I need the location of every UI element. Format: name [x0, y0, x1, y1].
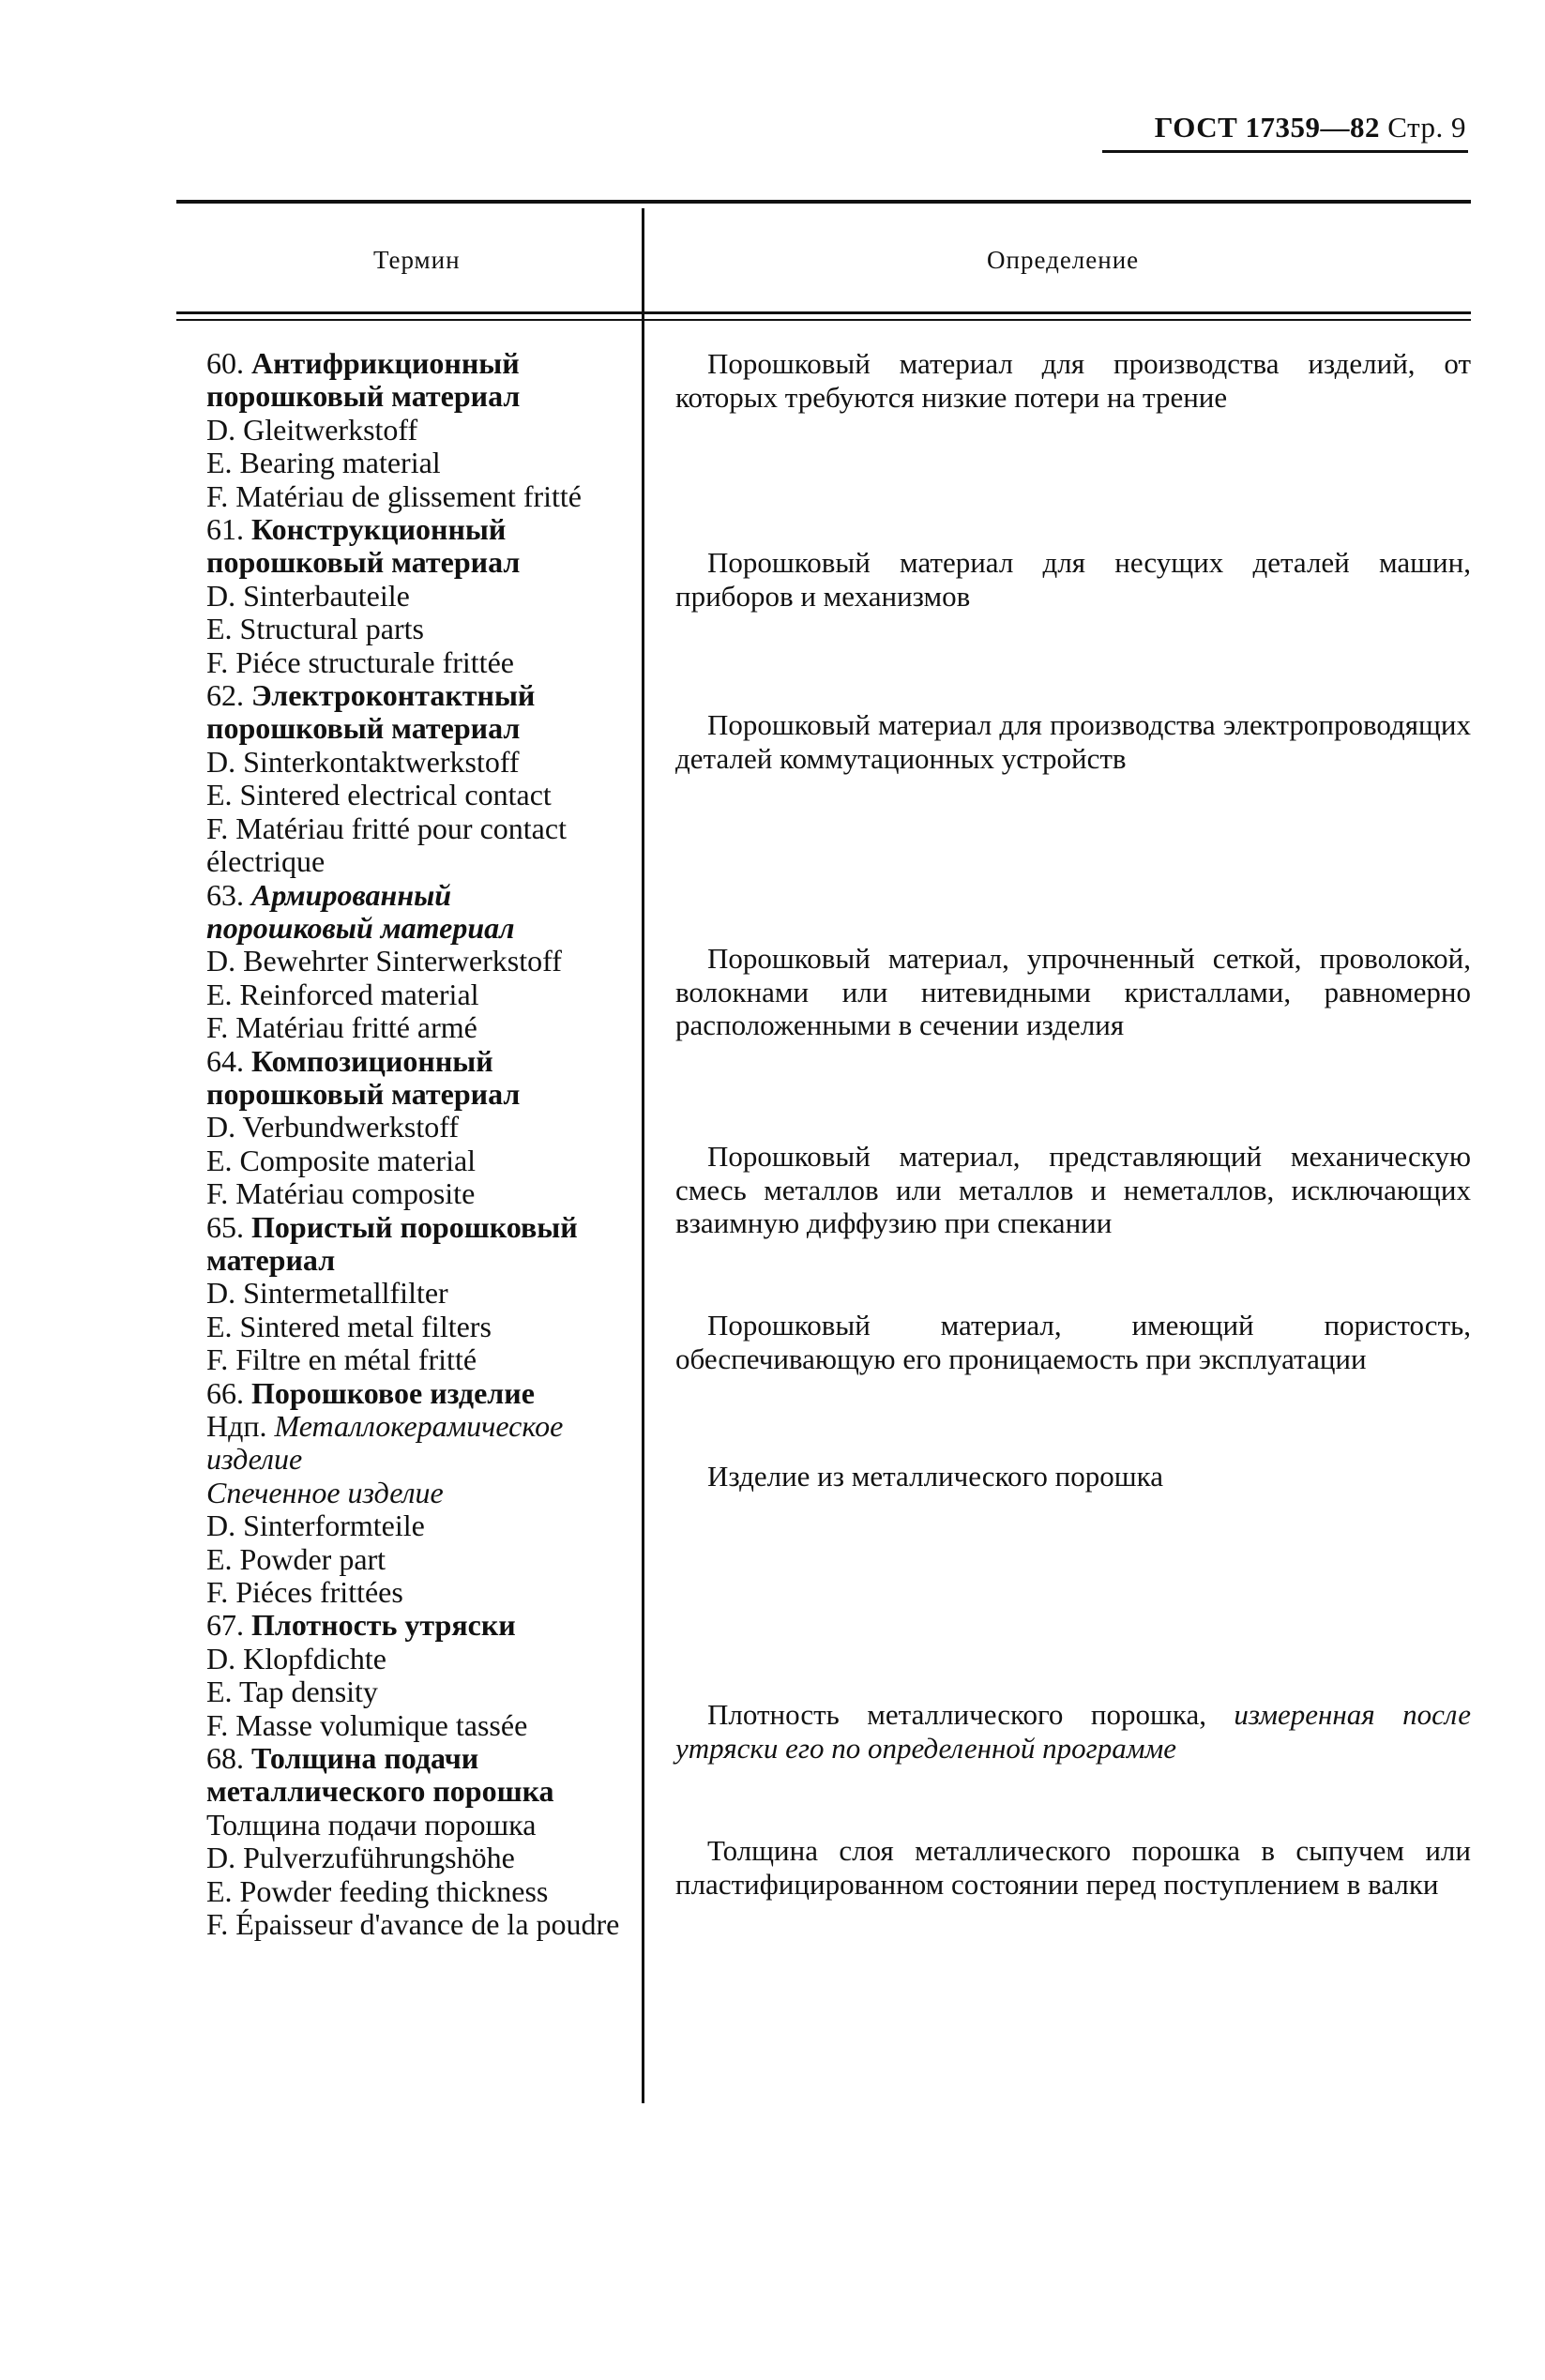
header-underline: [1102, 150, 1468, 153]
term-entry-63: [174, 879, 621, 1045]
term-de: D. Verbundwerkstoff: [206, 1110, 459, 1145]
term-en: E. Bearing material: [206, 446, 441, 480]
term-en: E. Powder feeding thickness: [206, 1873, 549, 1908]
term-number: 60.: [206, 346, 244, 380]
term-fr: F. Épaisseur d'avance de la poudre: [206, 1907, 620, 1942]
page-header: [1155, 111, 1466, 144]
definition-67-text: Плотность металлического порошка,: [707, 1698, 1234, 1731]
term-number: 66.: [206, 1375, 244, 1410]
term-fr: F. Piéce structurale frittée: [206, 644, 514, 679]
definition-64: Порошковый материал, представляющий механическую смесь металлов или металлов и неметаллов, исключающих взаимную диффузию при спекании: [675, 1140, 1471, 1240]
column-header-definition: Определение: [987, 246, 1140, 274]
term-fr: F. Filtre en métal fritté: [206, 1342, 477, 1377]
term-number: 61.: [206, 512, 244, 547]
term-title: Армированный порошковый материал: [206, 877, 515, 945]
ndp-term: Металлокерамическое изделие: [206, 1409, 564, 1477]
term-title: Композиционный порошковый материал: [206, 1043, 521, 1111]
term-de: D. Pulverzuführungshöhe: [206, 1841, 515, 1875]
term-title: Электроконтактный порошковый материал: [206, 678, 536, 746]
term-title: Порошковое изделие: [251, 1375, 535, 1410]
definition-66: Изделие из металлического порошка: [707, 1460, 1163, 1493]
term-de: D. Klopfdichte: [206, 1641, 386, 1675]
standard-number: ГОСТ 17359—82: [1154, 111, 1381, 144]
term-en: E. Tap density: [206, 1675, 378, 1709]
column-divider: [642, 208, 644, 2103]
term-fr: F. Matériau composite: [206, 1176, 476, 1211]
term-title: Антифрикционный порошковый материал: [206, 346, 521, 414]
term-fr: F. Matériau fritté armé: [206, 1010, 477, 1045]
definition-63: Порошковый материал, упрочненный сеткой, проволокой, волокнами или нитевидными кристаллами, равномерно расположенными в сечении изделия: [675, 942, 1471, 1042]
term-en: E. Structural parts: [206, 612, 424, 646]
term-title: Конструкционный порошковый материал: [206, 512, 521, 580]
term-number: 65.: [206, 1209, 244, 1244]
term-entry-65: [174, 1211, 621, 1377]
term-entry-64: [174, 1045, 621, 1211]
definition-67: [675, 1698, 1471, 1765]
table-top-rule: [176, 200, 1471, 204]
term-fr: F. Masse volumique tassée: [206, 1707, 528, 1742]
term-title: Толщина подачи металлического порошка: [206, 1741, 554, 1809]
definition-60: Порошковый материал для производства изделий, от которых требуются низкие потери на трение: [675, 347, 1471, 414]
definition-61: Порошковый материал для несущих деталей машин, приборов и механизмов: [675, 546, 1471, 613]
term-de: D. Bewehrter Sinterwerkstoff: [206, 944, 562, 978]
terms-column: [174, 347, 621, 1942]
term-fr: F. Matériau de glissement fritté: [206, 478, 582, 513]
ndp-term: Спеченное изделие: [206, 1475, 444, 1509]
term-number: 62.: [206, 678, 244, 713]
page-number: Стр. 9: [1387, 111, 1466, 144]
term-number: 64.: [206, 1043, 244, 1078]
term-de: D. Sinterformteile: [206, 1508, 425, 1543]
ndp-label: Ндп.: [206, 1409, 267, 1443]
term-en: E. Sintered metal filters: [206, 1309, 492, 1343]
term-entry-67: [174, 1609, 621, 1742]
term-entry-66: [174, 1377, 621, 1610]
term-en: E. Reinforced material: [206, 977, 479, 1011]
term-en: E. Sintered electrical contact: [206, 778, 552, 812]
definition-67-italic: измеренная после утряски его по определенной программе: [675, 1698, 1471, 1765]
column-header-term: Термин: [373, 246, 461, 274]
definition-65: Порошковый материал, имеющий пористость, обеспечивающую его проницаемость при эксплуатации: [675, 1309, 1471, 1375]
term-de: D. Gleitwerkstoff: [206, 412, 418, 447]
header-bottom-rule: [176, 311, 1471, 314]
header-bottom-rule-double: [176, 319, 1471, 321]
term-title: Пористый порошковый материал: [206, 1209, 578, 1277]
definition-68: Толщина слоя металлического порошка в сыпучем или пластифицированном состоянии перед поступлением в валки: [675, 1834, 1471, 1901]
term-en: E. Composite material: [206, 1143, 477, 1177]
term-number: 63.: [206, 877, 244, 912]
term-entry-60: [174, 347, 621, 513]
term-fr: F. Matériau fritté pour contact électrique: [206, 811, 567, 879]
term-number: 67.: [206, 1608, 244, 1643]
term-de: D. Sintermetallfilter: [206, 1276, 448, 1311]
term-title: Плотность утряски: [251, 1608, 516, 1643]
term-number: 68.: [206, 1741, 244, 1776]
term-entry-61: [174, 513, 621, 679]
definition-62: Порошковый материал для производства электропроводящих деталей коммутационных устройств: [675, 708, 1471, 775]
term-alt: Толщина подачи порошка: [206, 1807, 537, 1842]
term-fr: F. Piéces frittées: [206, 1575, 403, 1610]
term-en: E. Powder part: [206, 1541, 386, 1576]
term-entry-68: [174, 1742, 621, 1941]
term-de: D. Sinterbauteile: [206, 578, 410, 613]
term-de: D. Sinterkontaktwerkstoff: [206, 744, 520, 779]
term-entry-62: [174, 679, 621, 878]
